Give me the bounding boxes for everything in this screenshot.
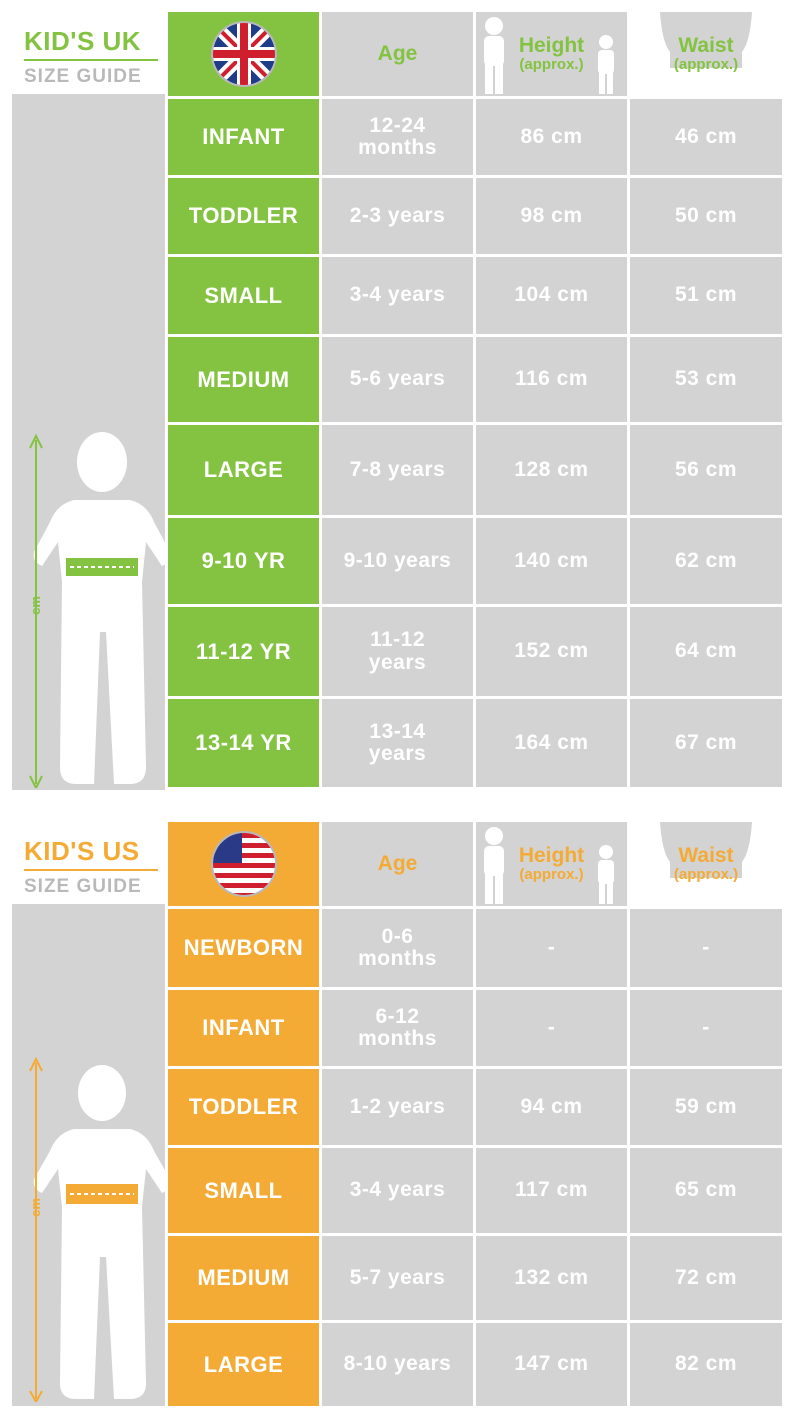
us-waist-header-note: (approx.) (673, 866, 739, 884)
uk-size-cell: 11-12 YR (168, 607, 319, 696)
uk-unit-label: cm (27, 596, 43, 615)
us-size-cell: INFANT (168, 990, 319, 1066)
uk-size-cell: 9-10 YR (168, 518, 319, 604)
us-age-cell: 5-7 years (322, 1236, 473, 1320)
uk-size-cell: 13-14 YR (168, 699, 319, 787)
us-waist-header (630, 822, 782, 906)
uk-height-cell: 116 cm (476, 337, 627, 422)
us-height-cell: - (476, 909, 627, 987)
us-waist-cell: 65 cm (630, 1148, 782, 1233)
uk-brand (12, 12, 165, 94)
us-brand (12, 822, 165, 904)
us-waist-cell: 82 cm (630, 1323, 782, 1406)
us-waist-cell: - (630, 990, 782, 1066)
uk-height-cell: 98 cm (476, 178, 627, 254)
us-subtitle: SIZE GUIDE (24, 876, 142, 897)
us-height-header-note: (approx.) (519, 866, 584, 884)
uk-waist-header (630, 12, 782, 96)
uk-age-cell: 9-10 years (322, 518, 473, 604)
uk-waist-cell: 46 cm (630, 99, 782, 175)
uk-waist-cell: 62 cm (630, 518, 782, 604)
us-age-cell: 6-12 months (322, 990, 473, 1066)
uk-size-cell: TODDLER (168, 178, 319, 254)
uk-height-cell: 104 cm (476, 257, 627, 334)
us-height-header (476, 822, 627, 906)
uk-age-header (322, 12, 473, 96)
child-silhouette-icon (22, 1057, 172, 1402)
uk-flag-cell (168, 12, 319, 96)
us-age-header-label: Age (377, 852, 418, 876)
us-height-header-label: Height (518, 844, 585, 868)
us-waist-header-label: Waist (678, 844, 734, 868)
us-flag-icon (210, 830, 278, 898)
us-height-cell: - (476, 990, 627, 1066)
uk-age-cell: 12-24 months (322, 99, 473, 175)
us-size-cell: SMALL (168, 1148, 319, 1233)
uk-waist-header-note: (approx.) (673, 56, 739, 74)
uk-waist-cell: 51 cm (630, 257, 782, 334)
uk-height-cell: 128 cm (476, 425, 627, 515)
uk-subtitle: SIZE GUIDE (24, 66, 142, 87)
uk-title-rule (24, 59, 158, 61)
uk-waist-cell: 53 cm (630, 337, 782, 422)
uk-age-header-label: Age (377, 42, 418, 66)
uk-age-cell: 3-4 years (322, 257, 473, 334)
uk-size-cell: SMALL (168, 257, 319, 334)
us-title: KID'S US (24, 836, 140, 866)
us-size-cell: TODDLER (168, 1069, 319, 1145)
uk-title: KID'S UK (24, 26, 142, 56)
us-size-cell: LARGE (168, 1323, 319, 1406)
us-waist-cell: 59 cm (630, 1069, 782, 1145)
uk-waist-cell: 50 cm (630, 178, 782, 254)
us-age-cell: 8-10 years (322, 1323, 473, 1406)
us-waist-cell: - (630, 909, 782, 987)
us-age-cell: 1-2 years (322, 1069, 473, 1145)
uk-size-cell: MEDIUM (168, 337, 319, 422)
us-height-cell: 117 cm (476, 1148, 627, 1233)
uk-size-chart (12, 12, 782, 790)
uk-height-header-note: (approx.) (519, 56, 584, 74)
us-unit-label: cm (27, 1198, 43, 1217)
us-title-rule (24, 869, 158, 871)
uk-age-cell: 2-3 years (322, 178, 473, 254)
uk-age-cell: 13-14 years (322, 699, 473, 787)
uk-height-cell: 86 cm (476, 99, 627, 175)
us-height-cell: 94 cm (476, 1069, 627, 1145)
uk-waist-cell: 64 cm (630, 607, 782, 696)
uk-age-cell: 7-8 years (322, 425, 473, 515)
us-age-cell: 0-6 months (322, 909, 473, 987)
uk-height-header (476, 12, 627, 96)
us-size-chart (12, 822, 782, 1406)
us-waist-cell: 72 cm (630, 1236, 782, 1320)
uk-waist-cell: 56 cm (630, 425, 782, 515)
uk-height-header-label: Height (518, 34, 585, 58)
us-flag-cell (168, 822, 319, 906)
uk-height-cell: 152 cm (476, 607, 627, 696)
uk-waist-header-label: Waist (678, 34, 734, 58)
uk-height-cell: 164 cm (476, 699, 627, 787)
uk-height-cell: 140 cm (476, 518, 627, 604)
child-silhouette-icon (22, 422, 172, 788)
uk-size-cell: LARGE (168, 425, 319, 515)
us-size-cell: MEDIUM (168, 1236, 319, 1320)
us-height-cell: 147 cm (476, 1323, 627, 1406)
us-height-cell: 132 cm (476, 1236, 627, 1320)
uk-flag-icon (210, 20, 278, 88)
uk-age-cell: 5-6 years (322, 337, 473, 422)
us-age-cell: 3-4 years (322, 1148, 473, 1233)
us-age-header (322, 822, 473, 906)
uk-waist-cell: 67 cm (630, 699, 782, 787)
us-size-cell: NEWBORN (168, 909, 319, 987)
uk-age-cell: 11-12 years (322, 607, 473, 696)
uk-size-cell: INFANT (168, 99, 319, 175)
